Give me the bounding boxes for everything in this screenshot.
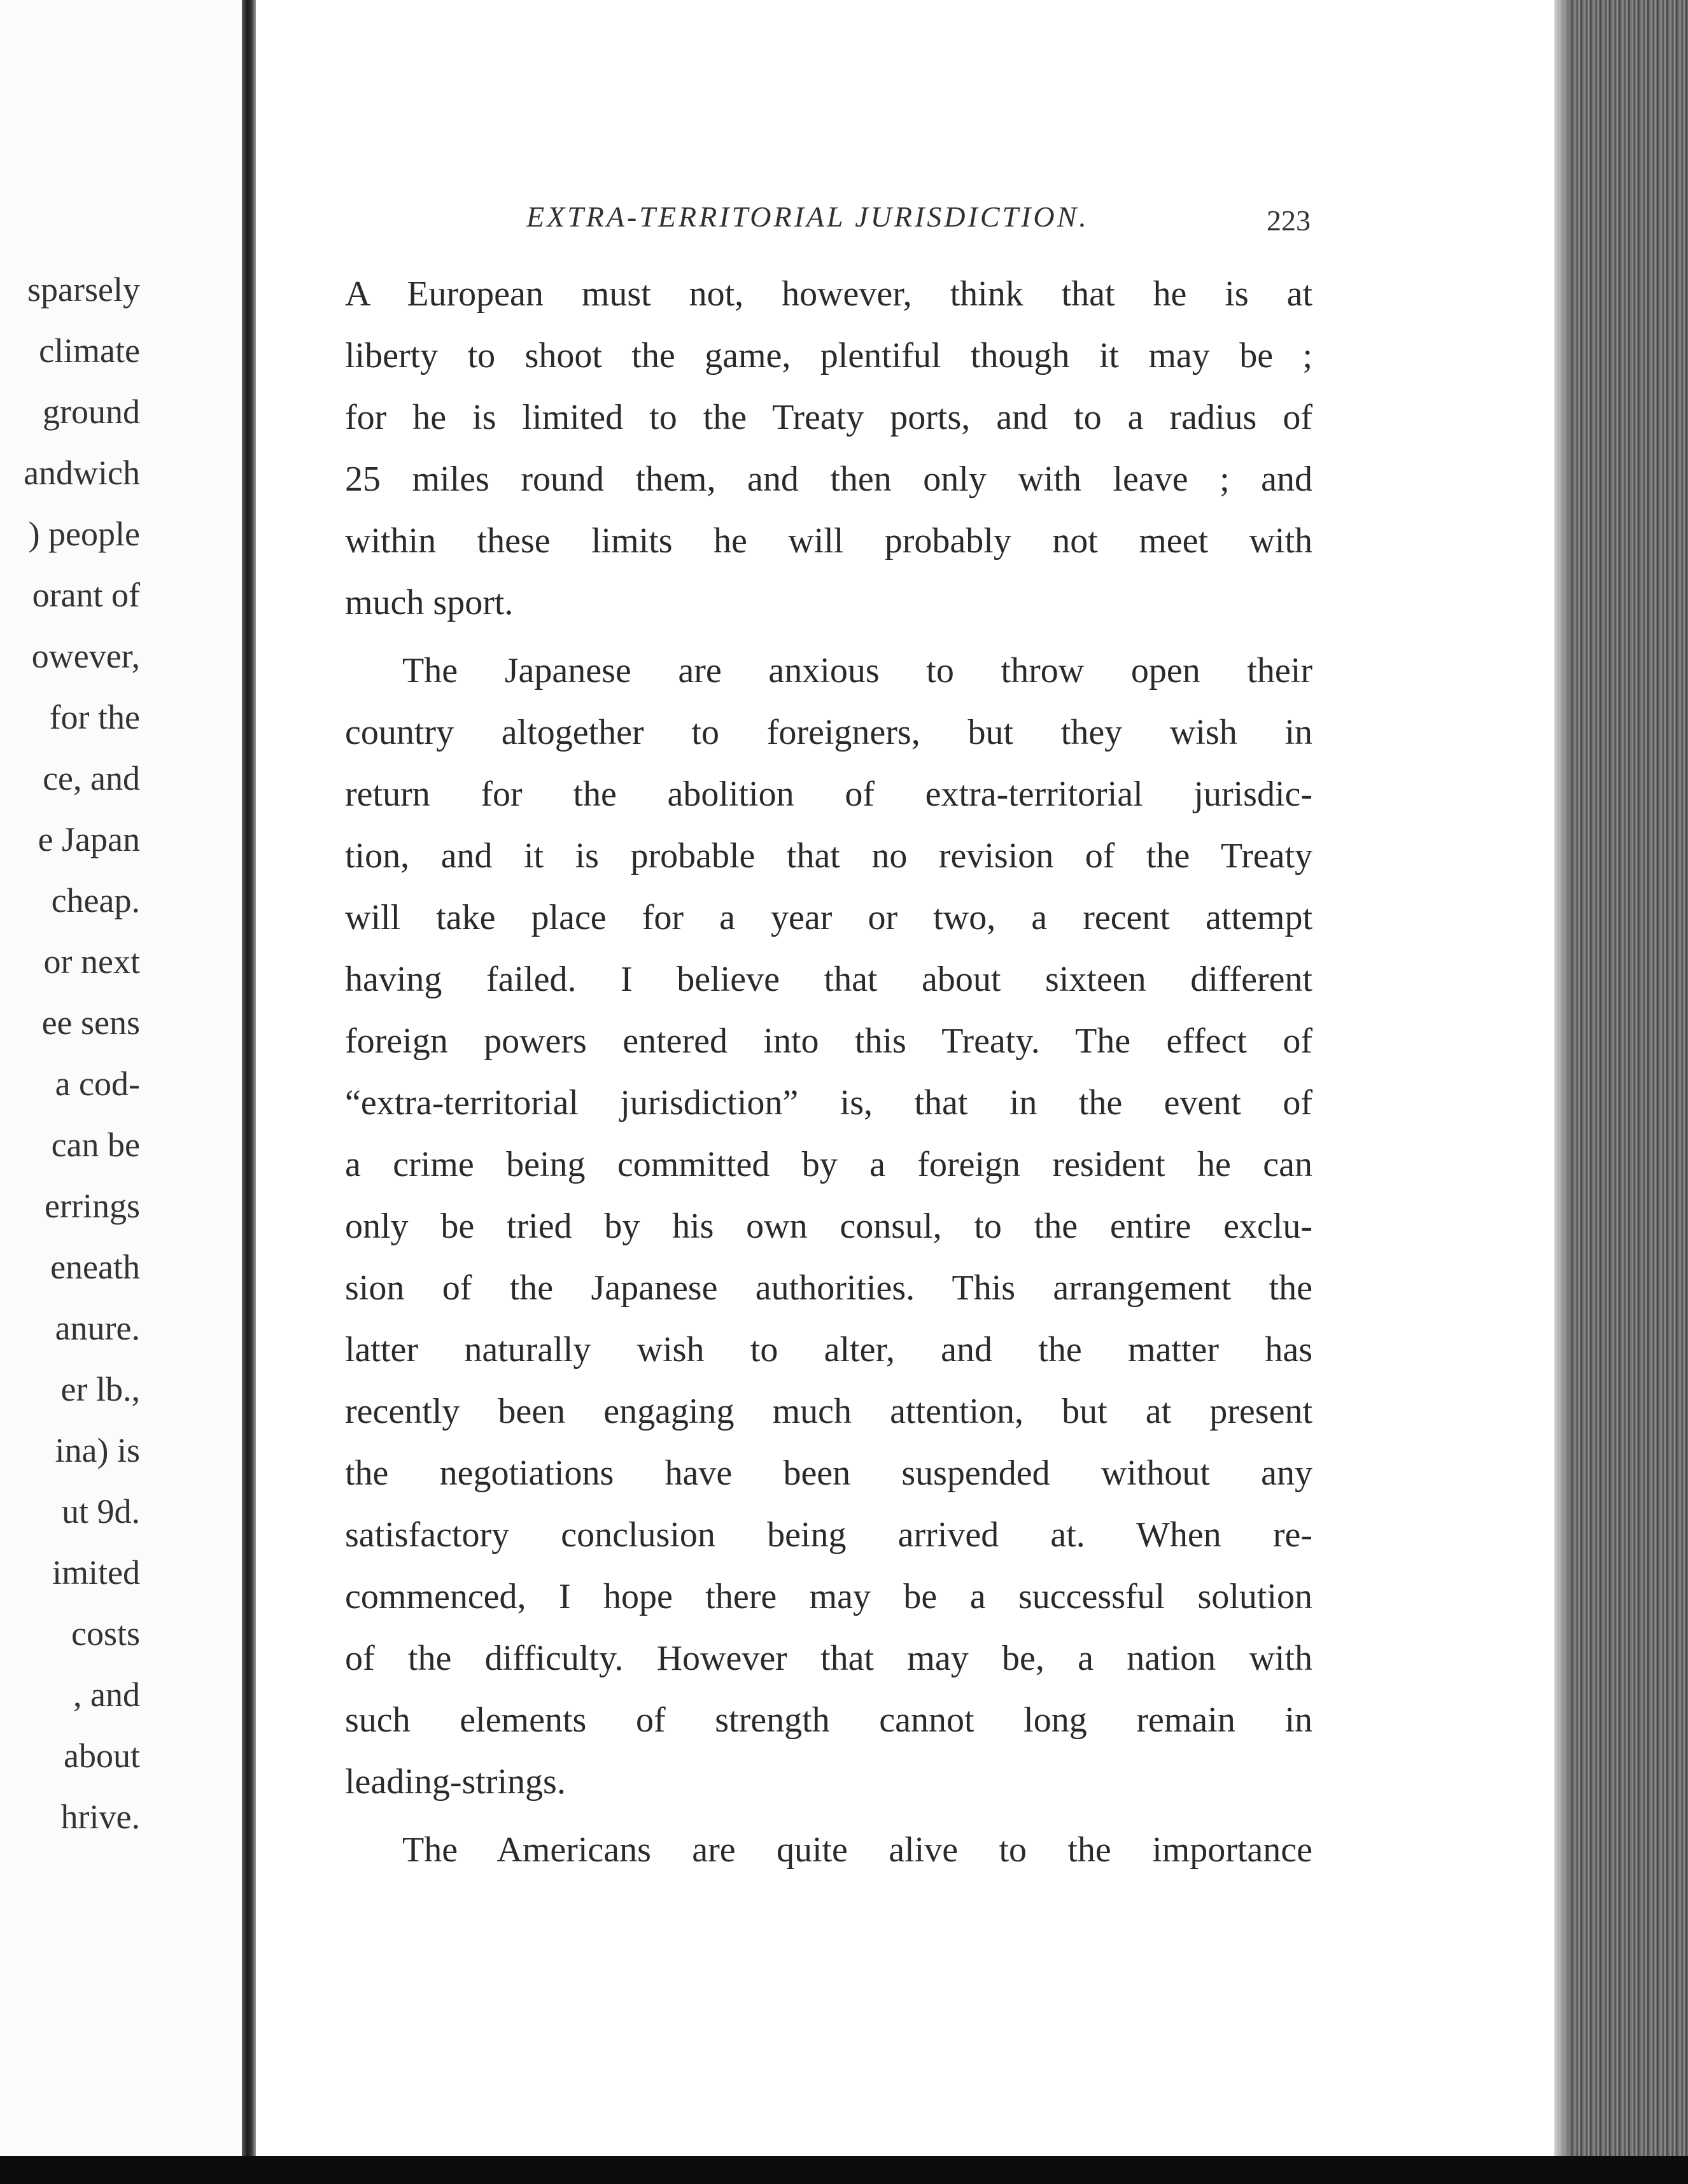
left-line: hrive.: [60, 1798, 140, 1836]
left-line: e Japan: [38, 820, 140, 858]
left-line: er lb.,: [60, 1370, 140, 1408]
running-head: EXTRA-TERRITORIAL JURISDICTION.: [526, 200, 1089, 233]
text-line: within these limits he will probably not meet with: [345, 521, 1312, 561]
left-line: for the: [49, 698, 140, 736]
text-line: a crime being committed by a foreign resident he can: [345, 1145, 1312, 1184]
text-line: return for the abolition of extra-territorial jurisdic-: [345, 774, 1312, 814]
text-line: country altogether to foreigners, but they wish in: [345, 713, 1312, 752]
left-line: or next: [43, 942, 140, 981]
book-page-edges: [1554, 0, 1688, 2156]
text-line: commenced, I hope there may be a successful solution: [345, 1577, 1312, 1616]
left-line: errings: [45, 1187, 140, 1225]
text-line: such elements of strength cannot long remain in: [345, 1700, 1312, 1740]
text-line: the negotiations have been suspended without any: [345, 1453, 1312, 1493]
text-line: “extra-territorial jurisdiction” is, that in the event of: [345, 1083, 1312, 1123]
left-line: ground: [43, 393, 140, 431]
text-line: The Americans are quite alive to the importance: [402, 1830, 1312, 1870]
text-line: having failed. I believe that about sixteen different: [345, 960, 1312, 999]
book-gutter: [242, 0, 256, 2156]
scan-bottom-border: [0, 2156, 1688, 2184]
text-line: 25 miles round them, and then only with leave ; and: [345, 459, 1312, 499]
text-line: sion of the Japanese authorities. This arrangement the: [345, 1268, 1312, 1308]
left-line: can be: [51, 1126, 140, 1164]
text-line: tion, and it is probable that no revision of the Treaty: [345, 836, 1312, 876]
left-line: orant of: [32, 576, 140, 614]
text-line: A European must not, however, think that he is at: [345, 274, 1312, 314]
text-line: of the difficulty. However that may be, a nation with: [345, 1639, 1312, 1678]
left-line: eneath: [50, 1248, 140, 1286]
text-line: satisfactory conclusion being arrived at. When re-: [345, 1515, 1312, 1555]
text-line: The Japanese are anxious to throw open their: [402, 651, 1312, 690]
left-line: owever,: [31, 637, 140, 675]
left-line: ut 9d.: [61, 1492, 140, 1530]
left-line: sparsely: [27, 270, 140, 309]
left-line: cheap.: [51, 881, 140, 920]
left-line: a cod-: [55, 1065, 140, 1103]
left-line: , and: [73, 1676, 140, 1714]
left-line: anure.: [55, 1309, 140, 1347]
text-line: foreign powers entered into this Treaty. The effect of: [345, 1021, 1312, 1061]
text-line: liberty to shoot the game, plentiful though it may be ;: [345, 336, 1312, 375]
left-line: about: [64, 1737, 140, 1775]
text-line: much sport.: [345, 583, 514, 622]
left-line: ce, and: [43, 759, 140, 797]
right-page: [256, 0, 1554, 2156]
left-line: climate: [39, 332, 140, 370]
left-line: imited: [52, 1553, 140, 1592]
text-line: only be tried by his own consul, to the entire exclu-: [345, 1207, 1312, 1246]
text-line: leading-strings.: [345, 1762, 566, 1802]
left-line: ee sens: [41, 1004, 140, 1042]
left-line: costs: [71, 1614, 140, 1653]
page-number: 223: [1267, 204, 1311, 237]
text-line: latter naturally wish to alter, and the matter has: [345, 1330, 1312, 1369]
text-line: for he is limited to the Treaty ports, and to a radius of: [345, 398, 1312, 437]
text-line: recently been engaging much attention, but at present: [345, 1392, 1312, 1431]
left-line: ) people: [28, 515, 140, 553]
text-line: will take place for a year or two, a recent attempt: [345, 898, 1312, 937]
body-text: [345, 263, 1312, 1881]
page-edge-shadow: [1554, 0, 1573, 2156]
left-page-fragment: [0, 0, 242, 2156]
left-line: ina) is: [55, 1431, 140, 1469]
left-line: andwich: [24, 454, 140, 492]
